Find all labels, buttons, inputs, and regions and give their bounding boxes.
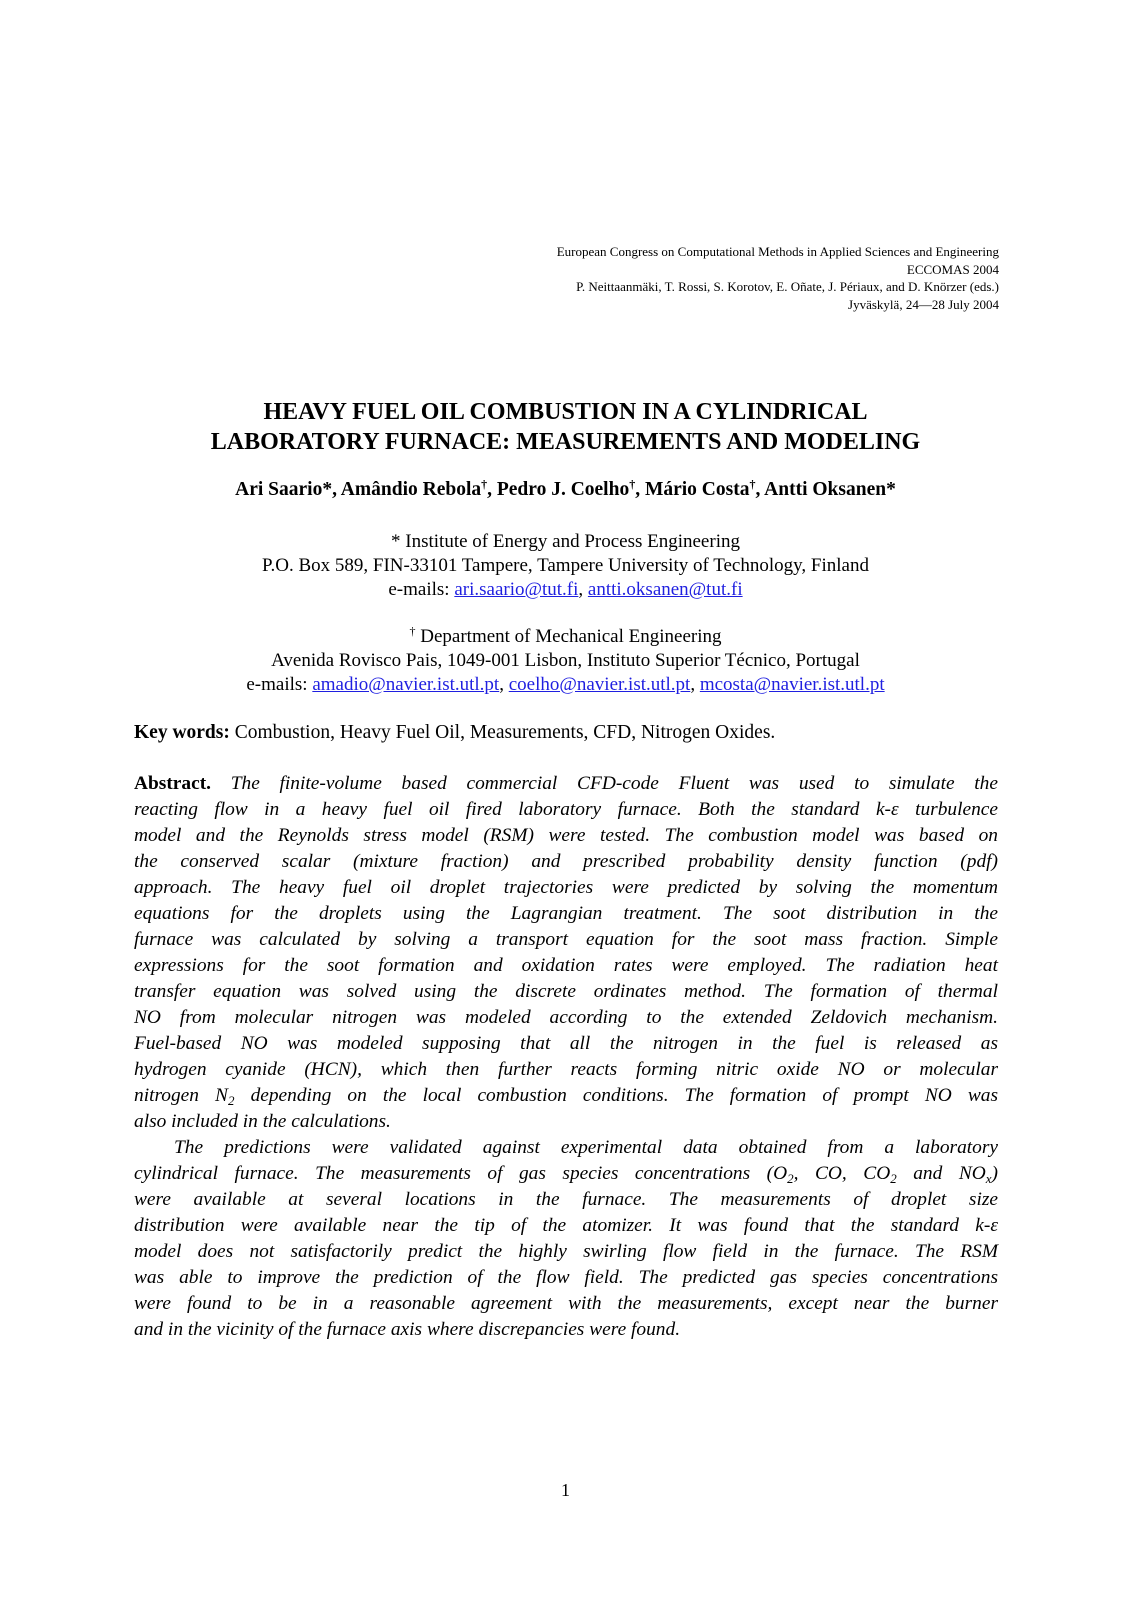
conference-editors: P. Neittaanmäki, T. Rossi, S. Korotov, E. Oñate, J. Périaux, and D. Knörzer (eds.) bbox=[576, 279, 999, 294]
abstract-line: the conserved scalar (mixture fraction) and prescribed probability density function (pdf) bbox=[134, 851, 998, 872]
paper-title bbox=[100, 397, 1031, 457]
abstract-line: were available at several locations in the furnace. The measurements of droplet size bbox=[134, 1189, 998, 1210]
affiliation-2-emails: e-mails: amadio@navier.ist.utl.pt, coelho@navier.ist.utl.pt, mcosta@navier.ist.utl.pt bbox=[246, 674, 885, 695]
conference-name: European Congress on Computational Methods in Applied Sciences and Engineering bbox=[556, 244, 999, 259]
affiliation-1 bbox=[100, 530, 1031, 602]
email-link[interactable]: mcosta@navier.ist.utl.pt bbox=[699, 674, 885, 695]
abstract-line: NO from molecular nitrogen was modeled according to the extended Zeldovich mechanism. bbox=[134, 1007, 998, 1028]
abstract-line: was able to improve the prediction of the flow field. The predicted gas species concentrations bbox=[134, 1267, 998, 1288]
abstract-line: expressions for the soot formation and oxidation rates were employed. The radiation heat bbox=[134, 955, 998, 976]
abstract-line: also included in the calculations. bbox=[134, 1111, 391, 1132]
abstract-line: model and the Reynolds stress model (RSM) were tested. The combustion model was based on bbox=[134, 825, 998, 846]
keywords bbox=[134, 721, 1002, 745]
abstract-label: Abstract. bbox=[134, 773, 212, 794]
author-2-mark: † bbox=[481, 477, 488, 491]
abstract-line: Abstract. The finite-volume based commercial CFD-code Fluent was used to simulate the bbox=[134, 773, 998, 794]
affiliation-1-address: P.O. Box 589, FIN-33101 Tampere, Tampere University of Technology, Finland bbox=[262, 555, 869, 576]
abstract-line: transfer equation was solved using the discrete ordinates method. The formation of thermal bbox=[134, 981, 998, 1002]
abstract-line: and in the vicinity of the furnace axis where discrepancies were found. bbox=[134, 1319, 681, 1340]
affiliation-1-emails: e-mails: ari.saario@tut.fi, antti.oksanen@tut.fi bbox=[388, 579, 743, 600]
email-link[interactable]: ari.saario@tut.fi bbox=[454, 579, 579, 600]
affiliation-1-name: * Institute of Energy and Process Engineering bbox=[391, 531, 740, 552]
author-5-mark: * bbox=[886, 479, 896, 500]
email-link[interactable]: amadio@navier.ist.utl.pt bbox=[312, 674, 500, 695]
keywords-label: Key words: bbox=[134, 722, 230, 743]
conference-acronym: ECCOMAS 2004 bbox=[906, 261, 999, 277]
email-link[interactable]: coelho@navier.ist.utl.pt bbox=[508, 674, 691, 695]
abstract-line: nitrogen $N_2$ depending on the local combustion conditions. The formation of prompt NO was bbox=[134, 1085, 998, 1108]
abstract-line: furnace was calculated by solving a transport equation for the soot mass fraction. Simple bbox=[134, 929, 998, 950]
affiliation-2-address: Avenida Rovisco Pais, 1049-001 Lisbon, Instituto Superior Técnico, Portugal bbox=[271, 650, 860, 671]
abstract-line: Fuel-based NO was modeled supposing that all the nitrogen in the fuel is released as bbox=[134, 1033, 998, 1054]
conference-location-date: Jyväskylä, 24—28 July 2004 bbox=[848, 296, 999, 312]
keywords-text: Combustion, Heavy Fuel Oil, Measurements, CFD, Nitrogen Oxides. bbox=[229, 722, 776, 743]
author-3-mark: † bbox=[629, 477, 636, 491]
abstract-line: model does not satisfactorily predict the highly swirling flow field in the furnace. The RSM bbox=[134, 1241, 998, 1262]
abstract-line: hydrogen cyanide (HCN), which then further reacts forming nitric oxide NO or molecular bbox=[134, 1059, 998, 1080]
abstract-line: cylindrical furnace. The measurements of gas species concentrations ($O_2$, CO, $CO_2$ and $NO_x$) bbox=[134, 1163, 998, 1186]
page-number: 1 bbox=[561, 1480, 570, 1500]
abstract-line: reacting flow in a heavy fuel oil fired laboratory furnace. Both the standard k-ε turbulence bbox=[134, 799, 998, 820]
conference-header bbox=[299, 243, 999, 313]
author-1-mark: * bbox=[322, 479, 333, 500]
abstract-line: equations for the droplets using the Lagrangian treatment. The soot distribution in the bbox=[134, 903, 998, 924]
abstract-line: distribution were available near the tip of the atomizer. It was found that the standard k-ε bbox=[134, 1215, 998, 1236]
author-4-mark: † bbox=[749, 477, 756, 491]
author-3: Pedro J. Coelho bbox=[496, 479, 630, 500]
author-5: Antti Oksanen bbox=[764, 479, 887, 500]
affiliation-2-name: † Department of Mechanical Engineering bbox=[409, 624, 722, 647]
author-2: Amândio Rebola bbox=[340, 479, 482, 500]
email-link[interactable]: antti.oksanen@tut.fi bbox=[587, 579, 743, 600]
abstract-line: The predictions were validated against experimental data obtained from a laboratory bbox=[174, 1137, 998, 1158]
author-4: Mário Costa bbox=[644, 479, 750, 500]
dagger-mark: † bbox=[409, 624, 416, 638]
abstract-line: approach. The heavy fuel oil droplet trajectories were predicted by solving the momentum bbox=[134, 877, 998, 898]
author-list: Ari Saario*, Amândio Rebola†, Pedro J. Coelho†, Mário Costa†, Antti Oksanen* bbox=[235, 477, 896, 500]
title-line-1: HEAVY FUEL OIL COMBUSTION IN A CYLINDRICAL bbox=[263, 399, 868, 425]
abstract-line: were found to be in a reasonable agreement with the measurements, except near the burner bbox=[134, 1293, 998, 1314]
title-line-2: LABORATORY FURNACE: MEASUREMENTS AND MODELING bbox=[210, 429, 921, 455]
abstract bbox=[134, 771, 998, 1343]
affiliation-2 bbox=[100, 625, 1031, 697]
author-1: Ari Saario bbox=[235, 479, 323, 500]
